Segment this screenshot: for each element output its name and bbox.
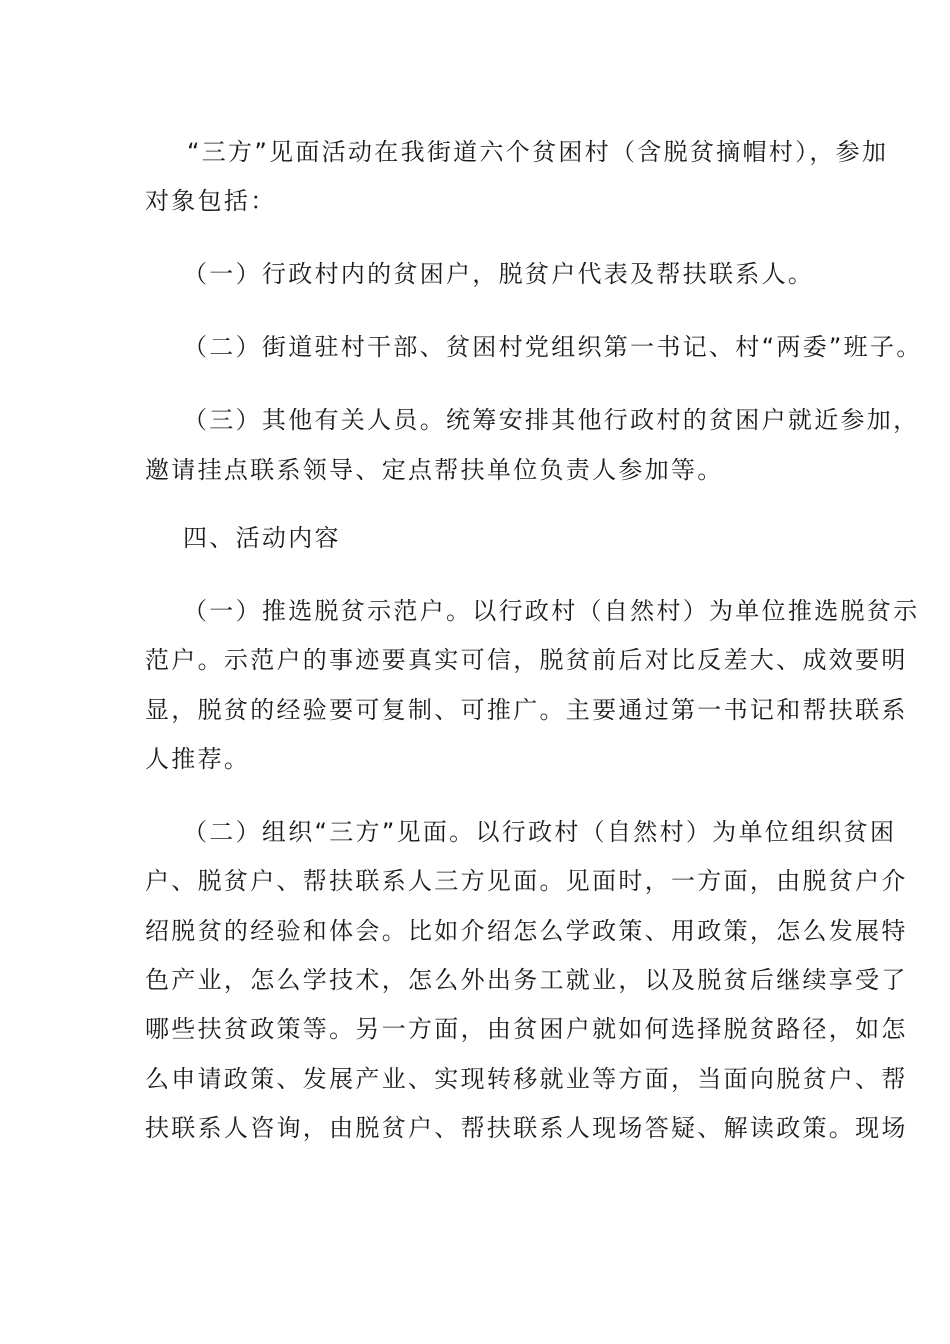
paragraph-1-line-2: 对象包括： <box>145 187 277 215</box>
paragraph-7-line-5: 哪些扶贫政策等。另一方面，由贫困户就如何选择脱贫路径，如怎 <box>145 1015 908 1043</box>
paragraph-7-line-3: 绍脱贫的经验和体会。比如介绍怎么学政策、用政策，怎么发展特 <box>145 917 908 945</box>
paragraph-4-line-2: 邀请挂点联系领导、定点帮扶单位负责人参加等。 <box>145 456 724 484</box>
paragraph-6-line-3: 显，脱贫的经验要可复制、可推广。主要通过第一书记和帮扶联系 <box>145 696 908 724</box>
paragraph-4-line-1: （三）其他有关人员。统筹安排其他行政村的贫困户就近参加， <box>183 406 920 434</box>
paragraph-6-line-2: 范户。示范户的事迹要真实可信，脱贫前后对比反差大、成效要明 <box>145 646 908 674</box>
paragraph-6-line-4: 人推荐。 <box>145 745 251 773</box>
paragraph-7-line-6: 么申请政策、发展产业、实现转移就业等方面，当面向脱贫户、帮 <box>145 1065 908 1093</box>
paragraph-7-line-7: 扶联系人咨询，由脱贫户、帮扶联系人现场答疑、解读政策。现场 <box>145 1114 908 1142</box>
section-heading: 四、活动内容 <box>183 524 341 552</box>
paragraph-1-line-1: “三方”见面活动在我街道六个贫困村（含脱贫摘帽村），参加 <box>187 138 889 166</box>
paragraph-6-line-1: （一）推选脱贫示范户。以行政村（自然村）为单位推选脱贫示 <box>183 597 920 625</box>
paragraph-7-line-4: 色产业，怎么学技术，怎么外出务工就业，以及脱贫后继续享受了 <box>145 966 908 994</box>
paragraph-7-line-1: （二）组织“三方”见面。以行政村（自然村）为单位组织贫困 <box>183 818 897 846</box>
paragraph-7-line-2: 户、脱贫户、帮扶联系人三方见面。见面时，一方面，由脱贫户介 <box>145 867 908 895</box>
paragraph-3: （二）街道驻村干部、贫困村党组织第一书记、村“两委”班子。 <box>183 333 923 361</box>
paragraph-2: （一）行政村内的贫困户，脱贫户代表及帮扶联系人。 <box>183 260 815 288</box>
